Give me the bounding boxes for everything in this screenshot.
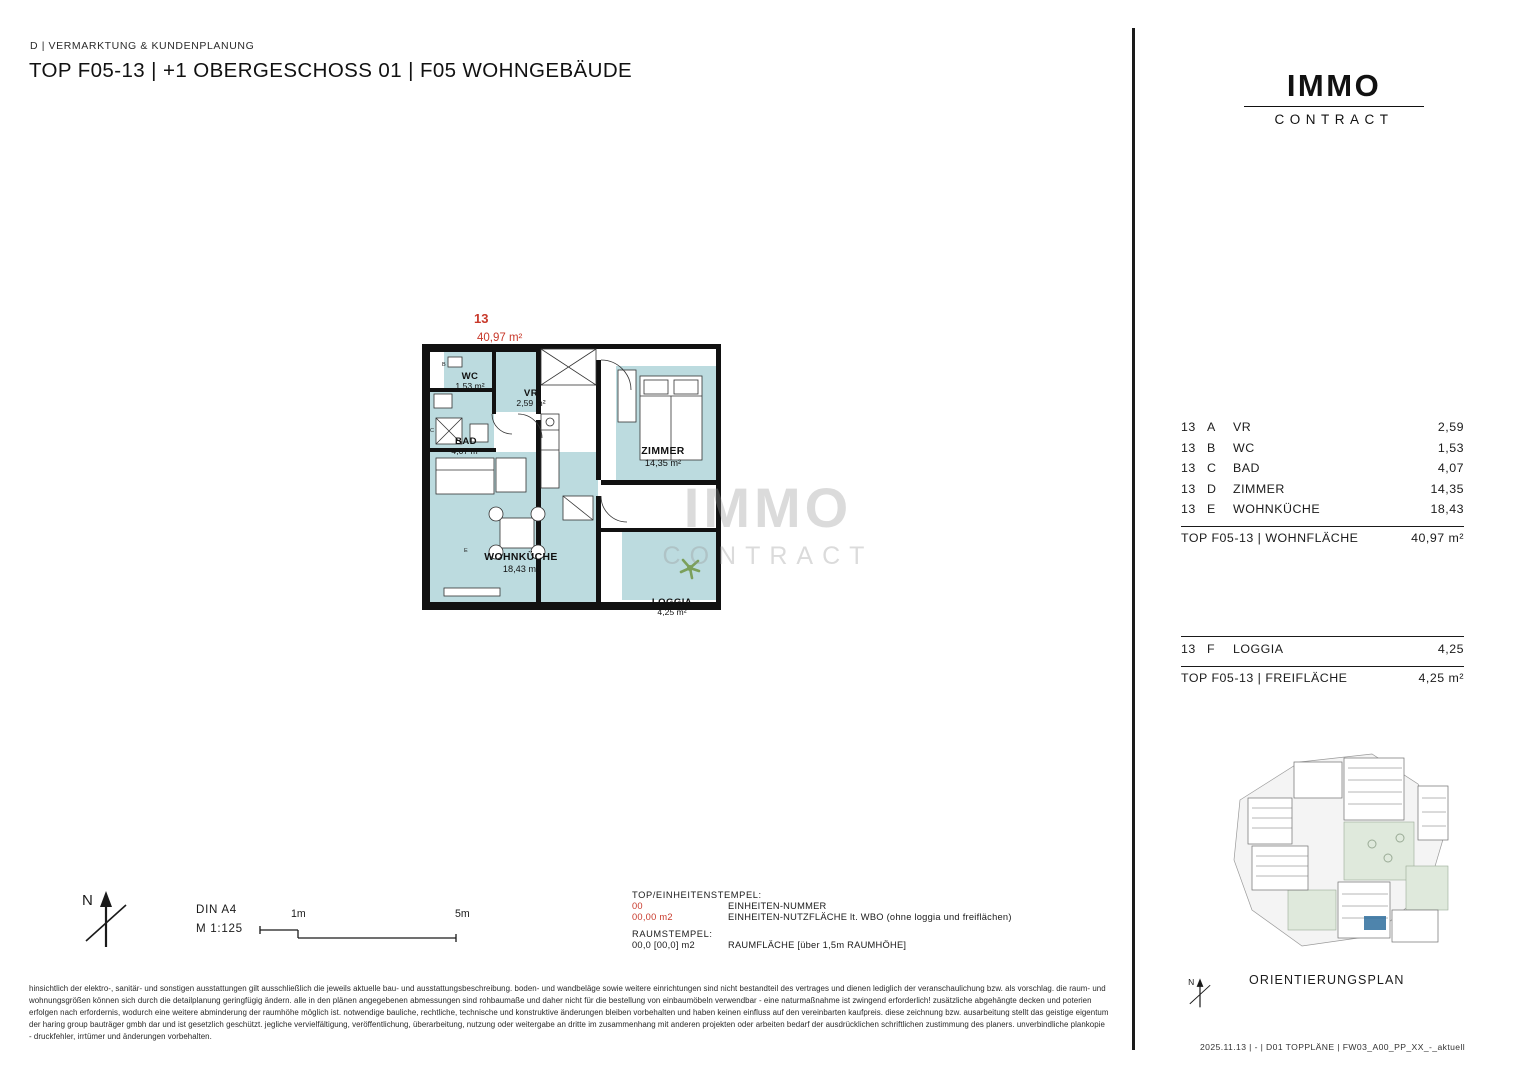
- footer-code: 2025.11.13 | - | D01 TOPPLÄNE | FW03_A00_PP_XX_-_aktuell: [1200, 1042, 1466, 1052]
- scale-tick-1m: 1m: [291, 908, 306, 920]
- svg-text:N: N: [82, 892, 93, 909]
- scale-ratio: M 1:125: [196, 922, 243, 935]
- legend-row: 00,00 m2 EINHEITEN-NUTZFLÄCHE lt. WBO (ohne loggia und freiflächen): [632, 912, 1012, 922]
- watermark-line1: IMMO: [683, 476, 853, 539]
- room-label-zimmer: ZIMMER 14,35 m²: [641, 446, 685, 468]
- north-arrow-orientation-icon: [1183, 975, 1217, 1009]
- table-sum-row: TOP F05-13 | WOHNFLÄCHE 40,97 m²: [1181, 526, 1464, 551]
- legend-row: 00,0 [00,0] m2 RAUMFLÄCHE [über 1,5m RAUMHÖHE]: [632, 940, 907, 950]
- legend-header-unit: TOP/EINHEITENSTEMPEL:: [632, 890, 762, 900]
- brand-logo: [1244, 70, 1424, 127]
- unit-number: 13: [474, 311, 489, 326]
- area-table-living: [1181, 420, 1464, 551]
- department-label: D | VERMARKTUNG & KUNDENPLANUNG: [30, 40, 255, 52]
- vertical-divider: [1132, 28, 1135, 1050]
- scale-tick-5m: 5m: [455, 908, 470, 920]
- legend-row: 00 EINHEITEN-NUMMER: [632, 901, 827, 911]
- room-label-bad: BAD 4,07 m²: [451, 436, 481, 457]
- room-label-wohnkueche: WOHNKÜCHE 18,43 m²: [484, 552, 558, 574]
- room-letter-wohnkueche: E: [464, 548, 468, 554]
- area-table-outdoor: [1181, 636, 1464, 691]
- brand-logo-line2: CONTRACT: [1244, 106, 1424, 127]
- floorplan-drawing: [400, 300, 760, 670]
- page-title: TOP F05-13 | +1 OBERGESCHOSS 01 | F05 WOHNGEBÄUDE: [29, 59, 633, 82]
- unit-area: 40,97 m²: [477, 332, 523, 344]
- table-row: 13 E WOHNKÜCHE 18,43: [1181, 502, 1464, 516]
- room-label-vr: VR 2,59 m²: [516, 388, 546, 409]
- table-row: 13 F LOGGIA 4,25: [1181, 642, 1464, 656]
- room-label-loggia: LOGGIA 4,25 m²: [651, 597, 693, 618]
- table-row: 13 B WC 1,53: [1181, 440, 1464, 455]
- divider: [1181, 636, 1464, 637]
- table-row: 13 C BAD 4,07: [1181, 461, 1464, 475]
- scale-info: [196, 903, 243, 935]
- brand-logo-line1: IMMO: [1286, 68, 1382, 103]
- room-letter-bad: C: [430, 428, 435, 434]
- table-row: 13 D ZIMMER 14,35: [1181, 481, 1464, 496]
- orientation-plan-image: [1222, 740, 1462, 955]
- table-sum-row: TOP F05-13 | FREIFLÄCHE 4,25 m²: [1181, 666, 1464, 691]
- svg-text:N: N: [1188, 977, 1195, 988]
- watermark-line2: CONTRACT: [662, 542, 874, 570]
- paper-format: DIN A4: [196, 903, 237, 916]
- disclaimer-text: hinsichtlich der elektro-, sanitär- und sonstigen ausstattungen gilt ausschließlich die jeweils aktuelle bau- und ausstattungsbeschreibung. boden- und wandbeläge sowie weitere einrichtungen sind nicht bestandteil des vertrages und dienen lediglich der veranschaulichung bzw. als vorschlag. die raum- und wohnungsgrößen können sich durch die detailplanung geringfügig ändern. alle in den plänen angegebenen abmessungen sind rohbaumaße und daher nicht für die bestellung von einbaumöbeln verwendbar - eine naturmaßnahme ist zwingend erforderlich! zusätzliche abgehängte decken und poterien erfolgen nach erfordernis, wodurch eine weitere abminderung der raumhöhe möglich ist. notwendige bauliche, rechtliche, technische und konstruktive änderungen bleiben vorbehalten und haben keinen einfluss auf den vereinbarten kaufpreis. diese zeichnung bzw. ausarbeitung stellt das geistige eigentum der haring group bauträger gmbh dar und ist gesetzlich geschützt. jegliche vervielfältigung, veröffentlichung, überarbeitung, nutzung oder weitergabe an dritte im zusammenhang mit anderen projekten oder arbeiten bedarf der ausdrücklichen schriftlichen zustimmung des planers. unverbindliche plankopie - druckfehler, irrtümer und änderungen vorbehalten.: [29, 984, 1109, 1042]
- table-row: 13 A VR 2,59: [1181, 420, 1464, 434]
- legend: [632, 890, 1012, 950]
- scale-bar: [258, 916, 458, 948]
- legend-header-room: RAUMSTEMPEL:: [632, 929, 713, 939]
- north-arrow-icon: [78, 885, 134, 949]
- orientation-plan-label: ORIENTIERUNGSPLAN: [1249, 973, 1405, 987]
- room-letter-wc: B: [442, 362, 446, 368]
- room-label-wc: WC 1,53 m²: [455, 371, 485, 392]
